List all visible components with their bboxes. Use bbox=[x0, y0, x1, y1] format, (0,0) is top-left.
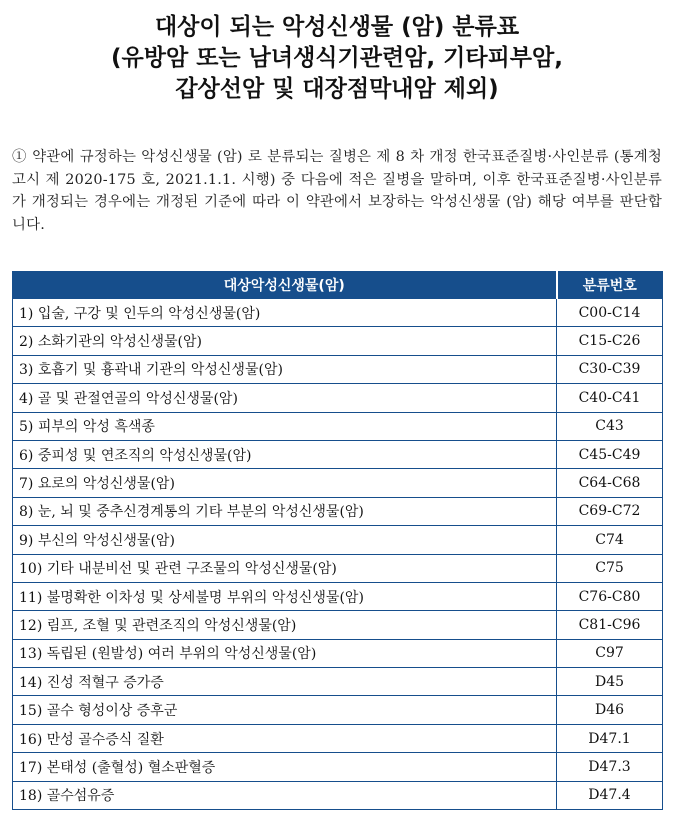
classification-code-cell: C00-C14 bbox=[557, 299, 663, 327]
classification-code-cell: D46 bbox=[557, 696, 663, 724]
table-row bbox=[13, 440, 663, 468]
table-row bbox=[13, 469, 663, 497]
classification-code-cell: C45-C49 bbox=[557, 440, 663, 468]
table-header-row bbox=[13, 272, 663, 299]
title-line-2: (유방암 또는 남녀생식기관련암, 기타피부암, bbox=[111, 45, 563, 71]
title-line-3: 갑상선암 및 대장점막내암 제외) bbox=[175, 76, 499, 102]
cancer-type-cell: 13) 독립된 (원발성) 여러 부위의 악성신생물(암) bbox=[13, 639, 557, 667]
cancer-type-cell: 8) 눈, 뇌 및 중추신경계통의 기타 부분의 악성신생물(암) bbox=[13, 497, 557, 525]
table-row bbox=[13, 526, 663, 554]
cancer-type-cell: 18) 골수섬유증 bbox=[13, 781, 557, 809]
cancer-type-cell: 14) 진성 적혈구 증가증 bbox=[13, 668, 557, 696]
intro-paragraph: ① 약관에 규정하는 악성신생물 (암) 로 분류되는 질병은 제 8 차 개정 한국표준질병·사인분류 (통계청 고시 제 2020-175 호, 2021.1.1. 시행) 중 다음에 적은 질병을 말하며, 이후 한국표준질병·사인분류가 개정되는 경우에는 개정된 기준에 따라 이 약관에서 보장하는 악성신생물 (암) 해당 여부를 판단합니다. bbox=[12, 149, 662, 233]
classification-code-cell: C81-C96 bbox=[557, 611, 663, 639]
table-row bbox=[13, 384, 663, 412]
classification-code-cell: C30-C39 bbox=[557, 355, 663, 383]
table-row bbox=[13, 582, 663, 610]
cancer-type-cell: 12) 림프, 조혈 및 관련조직의 악성신생물(암) bbox=[13, 611, 557, 639]
document-title bbox=[0, 12, 674, 105]
header-cancer-type: 대상악성신생물(암) bbox=[13, 272, 557, 299]
cancer-type-cell: 2) 소화기관의 악성신생물(암) bbox=[13, 327, 557, 355]
cancer-type-cell: 7) 요로의 악성신생물(암) bbox=[13, 469, 557, 497]
cancer-type-cell: 5) 피부의 악성 흑색종 bbox=[13, 412, 557, 440]
table-row bbox=[13, 327, 663, 355]
classification-code-cell: D47.4 bbox=[557, 781, 663, 809]
cancer-type-cell: 4) 골 및 관절연골의 악성신생물(암) bbox=[13, 384, 557, 412]
cancer-type-cell: 16) 만성 골수증식 질환 bbox=[13, 724, 557, 752]
classification-code-cell: D47.3 bbox=[557, 753, 663, 781]
classification-code-cell: C69-C72 bbox=[557, 497, 663, 525]
classification-code-cell: C40-C41 bbox=[557, 384, 663, 412]
cancer-type-cell: 3) 호흡기 및 흉곽내 기관의 악성신생물(암) bbox=[13, 355, 557, 383]
table-row bbox=[13, 781, 663, 809]
cancer-type-cell: 11) 불명확한 이차성 및 상세불명 부위의 악성신생물(암) bbox=[13, 582, 557, 610]
classification-code-cell: C75 bbox=[557, 554, 663, 582]
classification-code-cell: C43 bbox=[557, 412, 663, 440]
table-row bbox=[13, 639, 663, 667]
table-row bbox=[13, 554, 663, 582]
classification-code-cell: C64-C68 bbox=[557, 469, 663, 497]
table-row bbox=[13, 497, 663, 525]
classification-code-cell: D45 bbox=[557, 668, 663, 696]
header-classification-code: 분류번호 bbox=[557, 272, 663, 299]
classification-code-cell: C97 bbox=[557, 639, 663, 667]
cancer-type-cell: 9) 부신의 악성신생물(암) bbox=[13, 526, 557, 554]
cancer-type-cell: 10) 기타 내분비선 및 관련 구조물의 악성신생물(암) bbox=[13, 554, 557, 582]
cancer-type-cell: 17) 본태성 (출혈성) 혈소판혈증 bbox=[13, 753, 557, 781]
title-line-1: 대상이 되는 악성신생물 (암) 분류표 bbox=[154, 14, 520, 40]
table-row bbox=[13, 412, 663, 440]
classification-code-cell: C76-C80 bbox=[557, 582, 663, 610]
cancer-type-cell: 6) 중피성 및 연조직의 악성신생물(암) bbox=[13, 440, 557, 468]
table-row bbox=[13, 299, 663, 327]
classification-code-cell: C15-C26 bbox=[557, 327, 663, 355]
classification-code-cell: D47.1 bbox=[557, 724, 663, 752]
table-row bbox=[13, 724, 663, 752]
table-row bbox=[13, 696, 663, 724]
classification-table bbox=[12, 271, 663, 810]
cancer-type-cell: 1) 입술, 구강 및 인두의 악성신생물(암) bbox=[13, 299, 557, 327]
cancer-type-cell: 15) 골수 형성이상 증후군 bbox=[13, 696, 557, 724]
table-row bbox=[13, 668, 663, 696]
table-row bbox=[13, 355, 663, 383]
table-row bbox=[13, 611, 663, 639]
table-row bbox=[13, 753, 663, 781]
classification-code-cell: C74 bbox=[557, 526, 663, 554]
